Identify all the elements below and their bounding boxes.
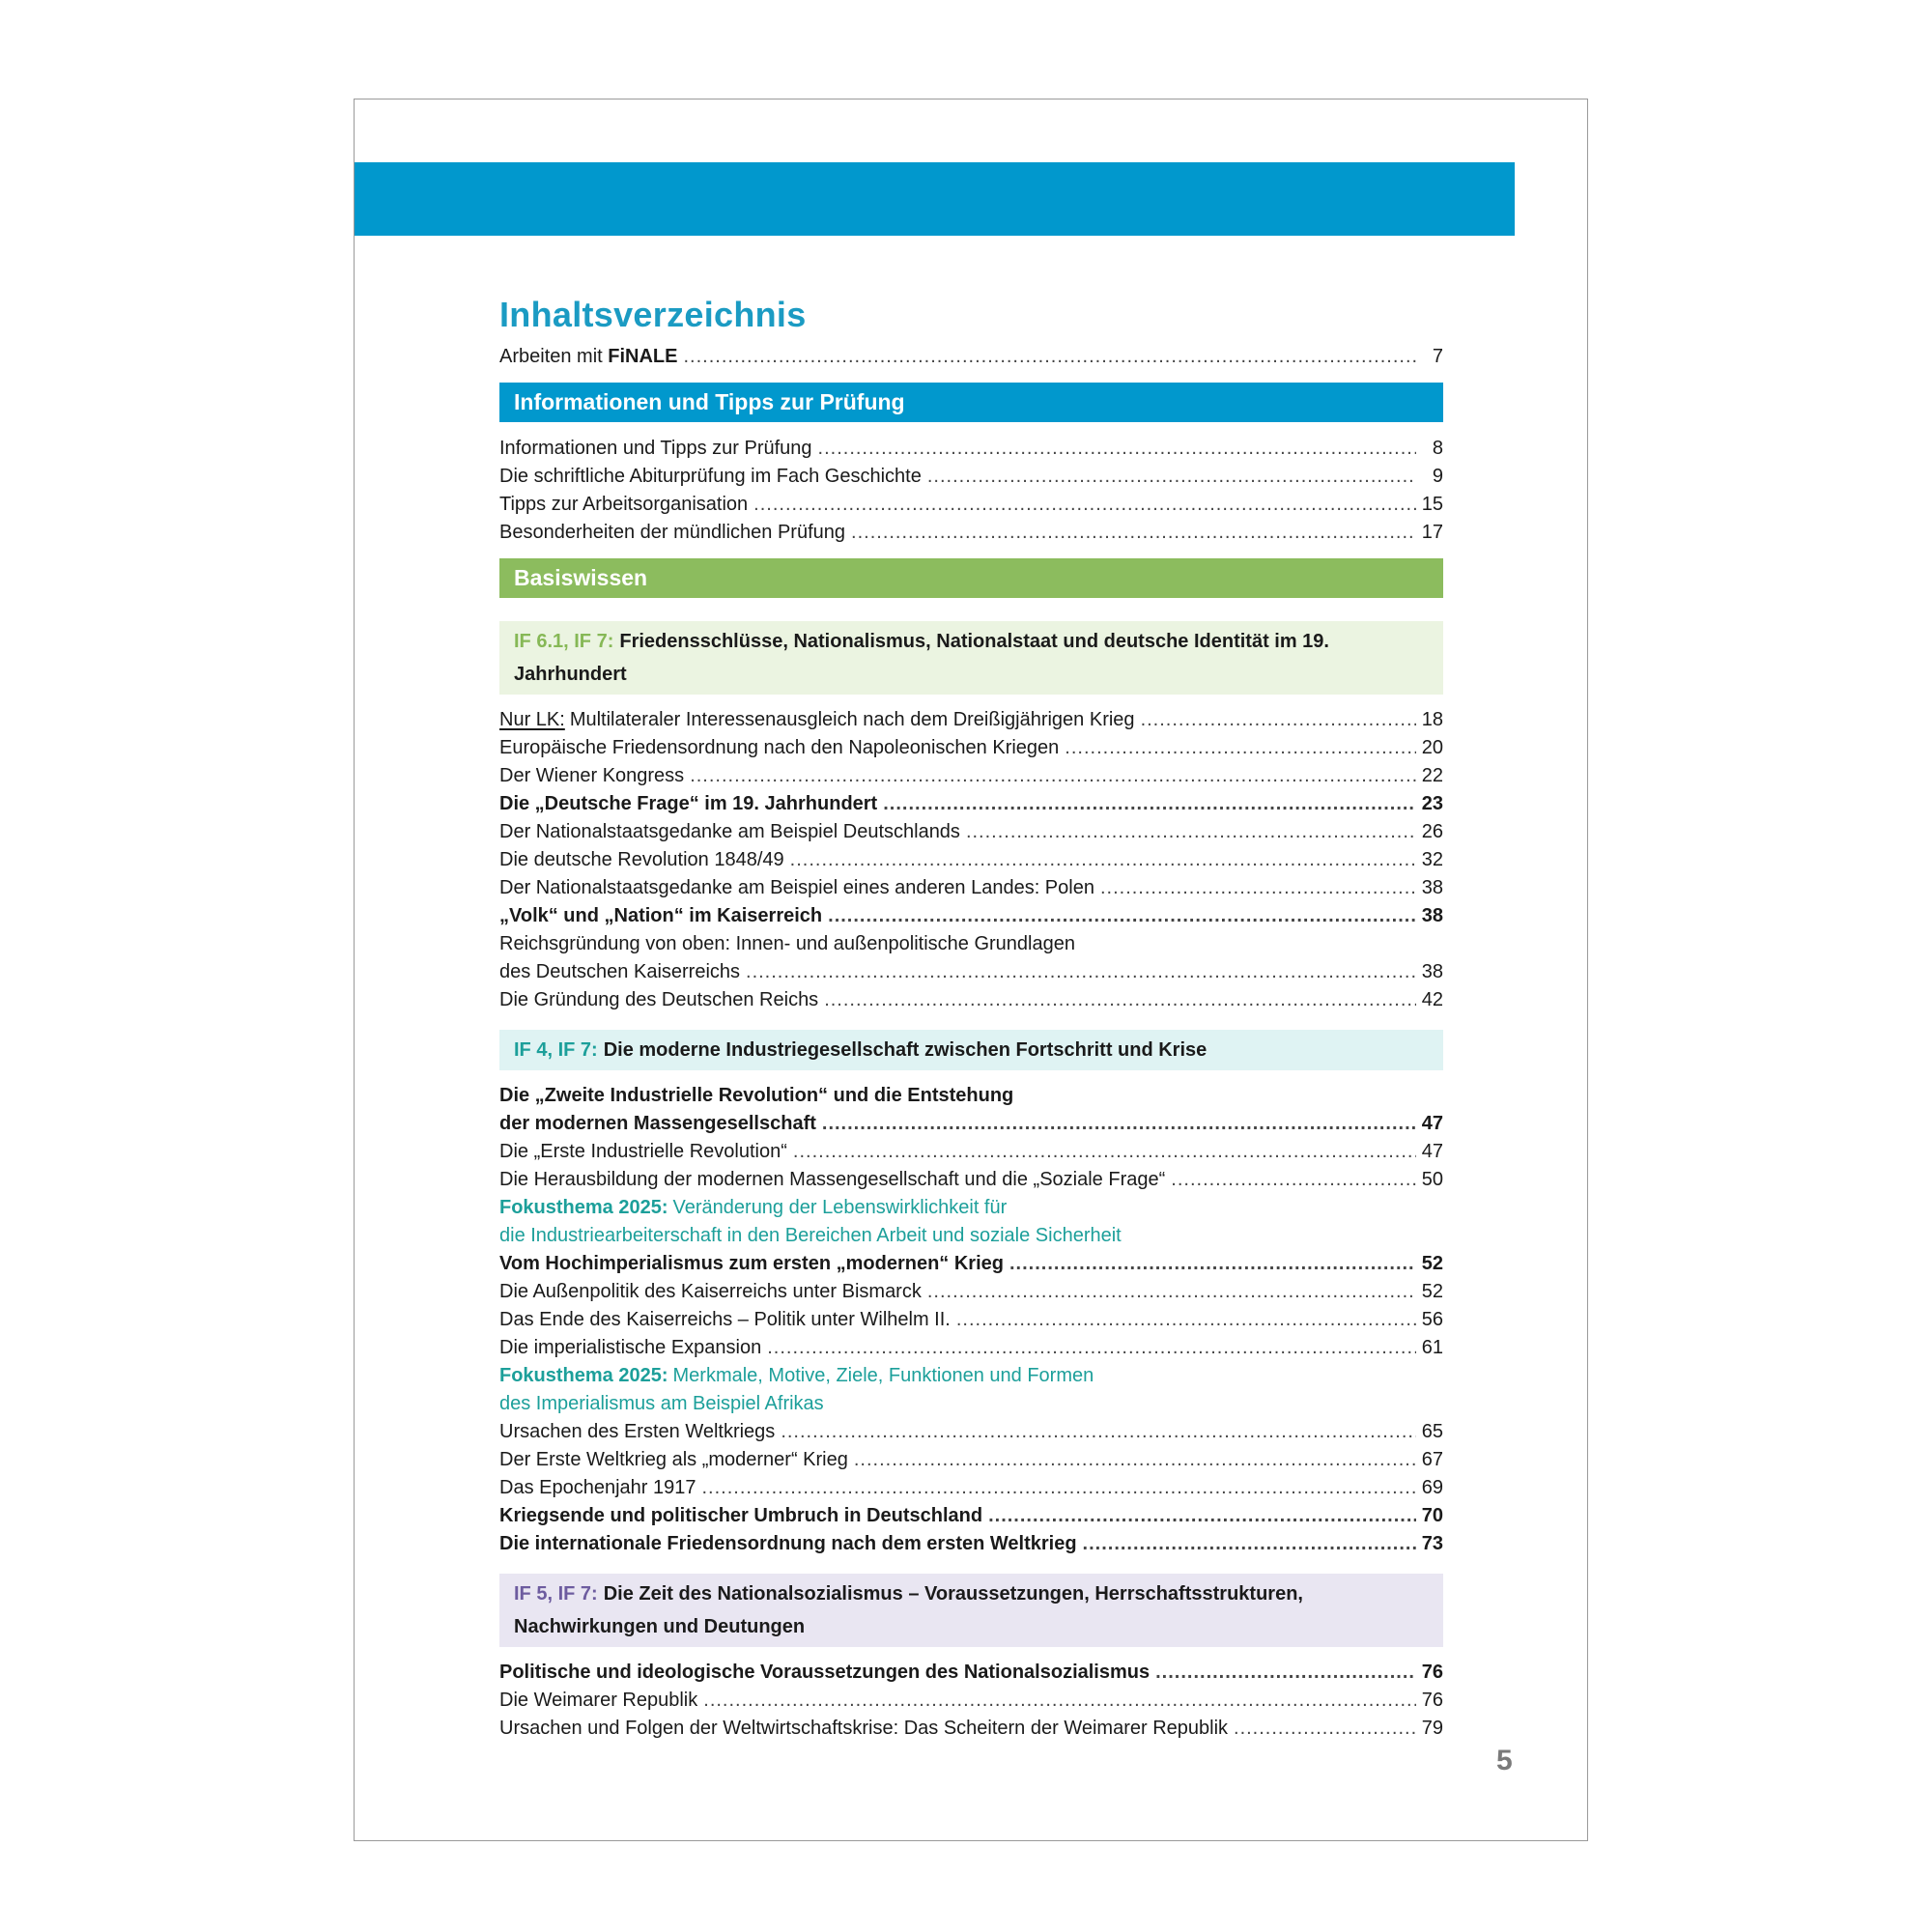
page-ref: 65 [1421,1421,1443,1442]
page-ref: 22 [1421,765,1443,786]
toc-entry-text: Der Nationalstaatsgedanke am Beispiel Deutschlands [499,821,960,842]
toc-entry-text: Der Nationalstaatsgedanke am Beispiel eines anderen Landes: Polen [499,877,1094,898]
toc-entry-text: Europäische Friedensordnung nach den Napoleonischen Kriegen [499,737,1060,758]
toc-entry[interactable] [499,930,1443,958]
toc-entry-text: Der Wiener Kongress [499,765,685,786]
leader-dots [883,790,1416,818]
toc-entry[interactable] [499,1715,1443,1743]
page-ref: 47 [1421,1141,1443,1162]
page-ref: 76 [1421,1662,1443,1683]
leader-dots [781,1418,1415,1446]
page-ref: 73 [1421,1533,1443,1554]
leader-dots [1100,874,1416,902]
page-ref: 20 [1421,737,1443,758]
focus-topic-entry[interactable] [499,1362,1443,1390]
toc-entry-text: des Imperialismus am Beispiel Afrikas [499,1393,824,1414]
toc-entry[interactable] [499,1082,1443,1110]
toc-entry[interactable] [499,1446,1443,1474]
toc-entry[interactable] [499,1474,1443,1502]
leader-dots [828,902,1416,930]
leader-dots [701,1474,1415,1502]
toc-entry-text: Reichsgründung von oben: Innen- und außenpolitische Grundlagen [499,933,1075,954]
page-ref: 79 [1421,1718,1443,1739]
toc-entry-text: Veränderung der Lebenswirklichkeit für [672,1197,1008,1218]
toc-entry[interactable] [499,902,1443,930]
toc-entry[interactable] [499,958,1443,986]
topic-code: IF 5, IF 7: [514,1583,598,1605]
toc-entry[interactable] [499,1278,1443,1306]
topic-title: Friedensschlüsse, Nationalismus, Nationalstaat und deutsche Identität im 19. Jahrhundert [514,631,1329,685]
page-ref: 56 [1421,1309,1443,1330]
lk-only-tag: Nur LK: [499,709,565,730]
toc-entry[interactable] [499,343,1443,371]
toc-entry[interactable] [499,1306,1443,1334]
topic-title: Die Zeit des Nationalsozialismus – Voraussetzungen, Herrschaftsstrukturen, Nachwirkungen und Deutungen [514,1583,1303,1637]
toc-entry[interactable] [499,1530,1443,1558]
page-number: 5 [1496,1745,1513,1776]
toc-entry[interactable] [499,986,1443,1014]
toc-entry[interactable] [499,1110,1443,1138]
page-ref: 8 [1432,438,1443,459]
toc-entry[interactable] [499,874,1443,902]
toc-entry[interactable] [499,519,1443,547]
toc-entry-text: Das Epochenjahr 1917 [499,1477,696,1498]
toc-entry-text: Die Weimarer Republik [499,1690,698,1711]
page-ref: 26 [1421,821,1443,842]
section-heading-basiswissen: Basiswissen [499,558,1443,598]
leader-dots [1171,1166,1415,1194]
page-ref: 76 [1421,1690,1443,1711]
toc-entry-text: Tipps zur Arbeitsorganisation [499,494,749,515]
leader-dots [966,818,1416,846]
toc-entry-text: Die Herausbildung der modernen Massengesellschaft und die „Soziale Frage“ [499,1169,1166,1190]
leader-dots [753,491,1416,519]
toc-entry-text: Die „Deutsche Frage“ im 19. Jahrhundert [499,793,878,814]
toc-entry[interactable] [499,1166,1443,1194]
toc-entry[interactable] [499,734,1443,762]
page-ref: 50 [1421,1169,1443,1190]
page-ref: 61 [1421,1337,1443,1358]
focus-topic-label: Fokusthema 2025: [499,1365,668,1386]
leader-dots [824,986,1416,1014]
toc-entry-text: des Deutschen Kaiserreichs [499,961,741,982]
toc-entry-text: Die „Zweite Industrielle Revolution“ und die Entstehung [499,1085,1014,1106]
page-ref: 38 [1421,877,1443,898]
toc-entry-text: Arbeiten mit [499,346,609,367]
toc-entry-text: Die imperialistische Expansion [499,1337,762,1358]
toc-entry-text: Die schriftliche Abiturprüfung im Fach Geschichte [499,466,922,487]
focus-topic-entry[interactable] [499,1390,1443,1418]
document-page [354,99,1588,1841]
focus-topic-entry[interactable] [499,1222,1443,1250]
leader-dots [956,1306,1416,1334]
toc-entry-text: Merkmale, Motive, Ziele, Funktionen und Formen [672,1365,1094,1386]
leader-dots [746,958,1416,986]
page-ref: 69 [1421,1477,1443,1498]
topic-code: IF 6.1, IF 7: [514,631,614,652]
toc-entry[interactable] [499,790,1443,818]
topic-box-if-5 [499,1574,1443,1647]
topic-code: IF 4, IF 7: [514,1039,598,1061]
leader-dots [822,1110,1416,1138]
leader-dots [854,1446,1416,1474]
toc-entry-text: der modernen Massengesellschaft [499,1113,816,1134]
leader-dots [767,1334,1416,1362]
toc-entry[interactable] [499,1250,1443,1278]
focus-topic-label: Fokusthema 2025: [499,1197,668,1218]
toc-entry-text: Kriegsende und politischer Umbruch in Deutschland [499,1505,983,1526]
toc-entry-text: Multilateraler Interessenausgleich nach dem Dreißigjährigen Krieg [569,709,1135,730]
toc-entry-text: Politische und ideologische Voraussetzungen des Nationalsozialismus [499,1662,1151,1683]
toc-entry[interactable] [499,818,1443,846]
toc-entry-text: die Industriearbeiterschaft in den Bereichen Arbeit und soziale Sicherheit [499,1225,1122,1246]
toc-entry-text: Die internationale Friedensordnung nach dem ersten Weltkrieg [499,1533,1077,1554]
leader-dots [1083,1530,1416,1558]
topic-box-if-6-1 [499,621,1443,695]
toc-entry[interactable] [499,1659,1443,1687]
toc-entry-text: Ursachen des Ersten Weltkriegs [499,1421,776,1442]
leader-dots [793,1138,1416,1166]
toc-entry-text: Das Ende des Kaiserreichs – Politik unter Wilhelm II. [499,1309,951,1330]
toc-entry[interactable] [499,491,1443,519]
toc-entry[interactable] [499,1418,1443,1446]
toc-entry[interactable] [499,1138,1443,1166]
leader-dots [690,762,1416,790]
leader-dots [927,1278,1416,1306]
leader-dots [1234,1715,1416,1743]
toc-entry-text: Die Gründung des Deutschen Reichs [499,989,819,1010]
toc-entry-text: Die „Erste Industrielle Revolution“ [499,1141,787,1162]
page-ref: 67 [1421,1449,1443,1470]
section-heading-pruefung: Informationen und Tipps zur Prüfung [499,383,1443,422]
toc-entry[interactable] [499,1334,1443,1362]
leader-dots [703,1687,1415,1715]
toc-entry-text: Die deutsche Revolution 1848/49 [499,849,784,870]
toc-entry[interactable] [499,706,1443,734]
toc-entry-text: „Volk“ und „Nation“ im Kaiserreich [499,905,823,926]
toc-entry[interactable] [499,1502,1443,1530]
page-ref: 23 [1421,793,1443,814]
page-ref: 38 [1421,961,1443,982]
page-ref: 47 [1421,1113,1443,1134]
page-ref: 7 [1432,346,1443,367]
toc-entry-text: Die Außenpolitik des Kaiserreichs unter Bismarck [499,1281,922,1302]
leader-dots [927,463,1416,491]
toc-entry-text: Besonderheiten der mündlichen Prüfung [499,522,846,543]
page-ref: 52 [1421,1281,1443,1302]
page-ref: 70 [1421,1505,1443,1526]
page-ref: 9 [1432,466,1443,487]
page-ref: 17 [1421,522,1443,543]
page-ref: 32 [1421,849,1443,870]
brand-name: FiNALE [608,346,678,367]
toc-entry-text: Der Erste Weltkrieg als „moderner“ Krieg [499,1449,848,1470]
leader-dots [1141,706,1416,734]
leader-dots [790,846,1416,874]
leader-dots [1009,1250,1416,1278]
leader-dots [683,343,1416,371]
toc-title: Inhaltsverzeichnis [499,295,807,334]
toc-entry-text: Informationen und Tipps zur Prüfung [499,438,812,459]
leader-dots [1065,734,1415,762]
toc-entry-text: Vom Hochimperialismus zum ersten „modernen“ Krieg [499,1253,1004,1274]
page-ref: 15 [1421,494,1443,515]
page-ref: 38 [1421,905,1443,926]
toc-entry[interactable] [499,762,1443,790]
leader-dots [818,435,1416,463]
leader-dots [988,1502,1416,1530]
toc-entry-text: Ursachen und Folgen der Weltwirtschaftskrise: Das Scheitern der Weimarer Republik [499,1718,1229,1739]
header-color-bar [355,162,1515,236]
toc-entry[interactable] [499,1687,1443,1715]
toc-entry[interactable] [499,463,1443,491]
toc-entry[interactable] [499,846,1443,874]
page-ref: 42 [1421,989,1443,1010]
page-ref: 52 [1421,1253,1443,1274]
leader-dots [1155,1659,1416,1687]
focus-topic-entry[interactable] [499,1194,1443,1222]
toc-content [499,291,1443,1743]
toc-entry[interactable] [499,435,1443,463]
leader-dots [851,519,1416,547]
topic-box-if-4 [499,1030,1443,1070]
page-ref: 18 [1421,709,1443,730]
topic-title: Die moderne Industriegesellschaft zwischen Fortschritt und Krise [603,1039,1208,1061]
